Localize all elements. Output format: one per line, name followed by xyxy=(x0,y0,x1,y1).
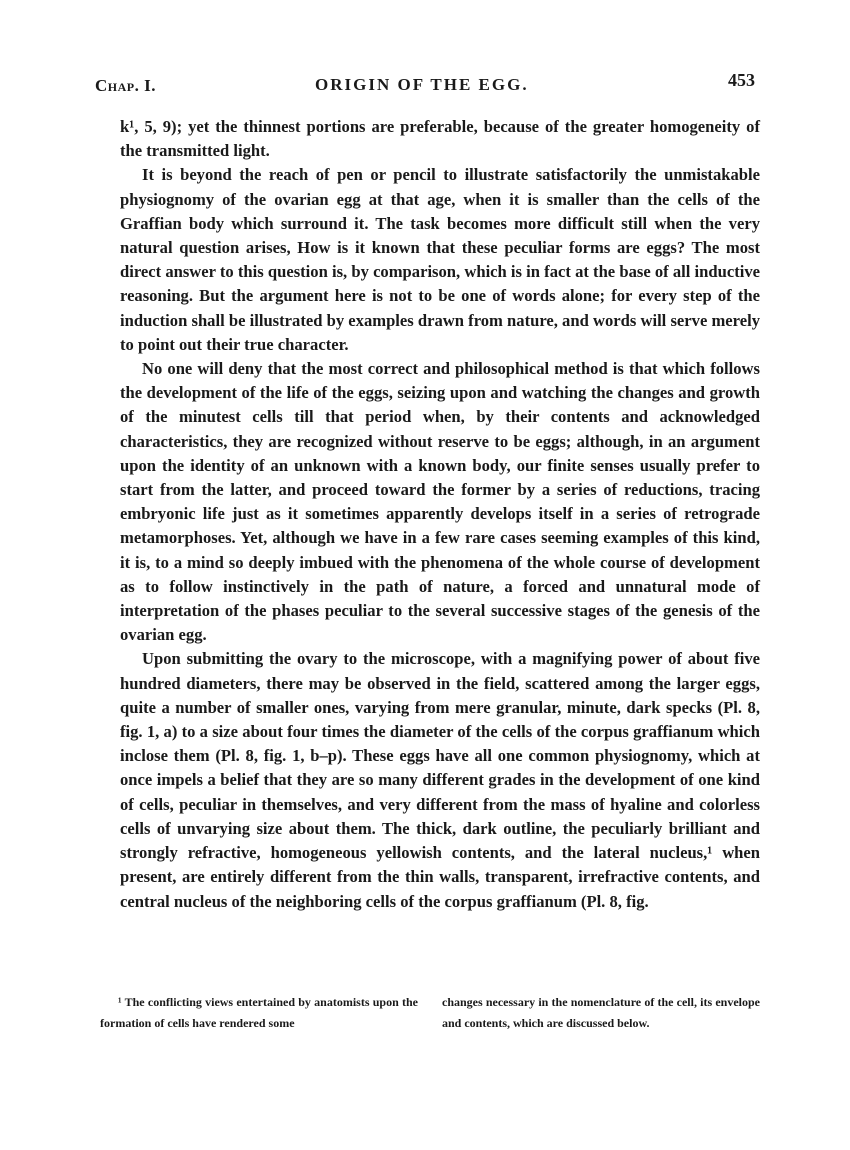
page-title: ORIGIN OF THE EGG. xyxy=(315,75,529,94)
paragraph-continuation: k¹, 5, 9); yet the thinnest portions are preferable, because of the greater homogeneity of the transmitted light. xyxy=(120,117,760,161)
page-number: 453 xyxy=(728,70,755,90)
paragraph: It is beyond the reach of pen or pencil to illustrate satisfactorily the unmistakable physiognomy of the ovarian egg at that age, when it is smaller than the cells of the Graffian body which surround it. The task becomes more difficult still when the very natural question arises, How is it known that these peculiar forms are eggs? The most direct answer to this question is, by comparison, which is in fact at the base of all inductive reasoning. But the argument here is not to be one of words alone; for every step of the induction shall be illustrated by examples drawn from nature, and words will serve merely to point out their true character. xyxy=(120,165,760,354)
chapter-label: Chap. I. xyxy=(95,76,156,95)
paragraph: Upon submitting the ovary to the microscope, with a magnifying power of about five hundred diameters, there may be observed in the field, scattered among the larger eggs, quite a number of smaller ones, varying from mere granular, minute, dark specks (Pl. 8, fig. 1, a) to a size about four times the diameter of the cells of the corpus graffianum which inclose them (Pl. 8, fig. 1, b–p). These eggs have all one common physiognomy, which at once impels a belief that they are so many different grades in the development of one kind of cells, peculiar in themselves, and very different from the mass of hyaline and colorless cells of unvarying size about them. The thick, dark outline, the peculiarly brilliant and strongly refractive, homogeneous yellowish contents, and the lateral nucleus,¹ when present, are entirely different from the thin walls, transparent, irrefractive contents, and central nucleus of the neighboring cells of the corpus graffianum (Pl. 8, fig. xyxy=(120,649,760,911)
footnote-right-column: changes necessary in the nomenclature of the cell, its envelope and contents, which are discussed below. xyxy=(442,995,760,1030)
running-head xyxy=(95,70,755,96)
main-text xyxy=(120,115,760,914)
paragraph: No one will deny that the most correct and philosophical method is that which follows the development of the life of the eggs, seizing upon and watching the changes and growth of the minutest cells till that period when, by their contents and acknowledged characteristics, they are recognized without reserve to be eggs; although, in an argument upon the identity of an unknown with a known body, our finite senses usually prefer to start from the latter, and proceed toward the former by a series of reductions, tracing embryonic life just as it sometimes apparently develops itself in a series of retrograde metamorphoses. Yet, although we have in a few rare cases seeming examples of this kind, it is, to a mind so deeply imbued with the phenomena of the whole course of development as to follow instinctively in the path of nature, a forced and unnatural mode of interpretation of the phases peculiar to the several successive stages of the genesis of the ovarian egg. xyxy=(120,359,760,645)
footnote-left-column: ¹ The conflicting views entertained by anatomists upon the formation of cells have rendered some xyxy=(100,995,418,1030)
